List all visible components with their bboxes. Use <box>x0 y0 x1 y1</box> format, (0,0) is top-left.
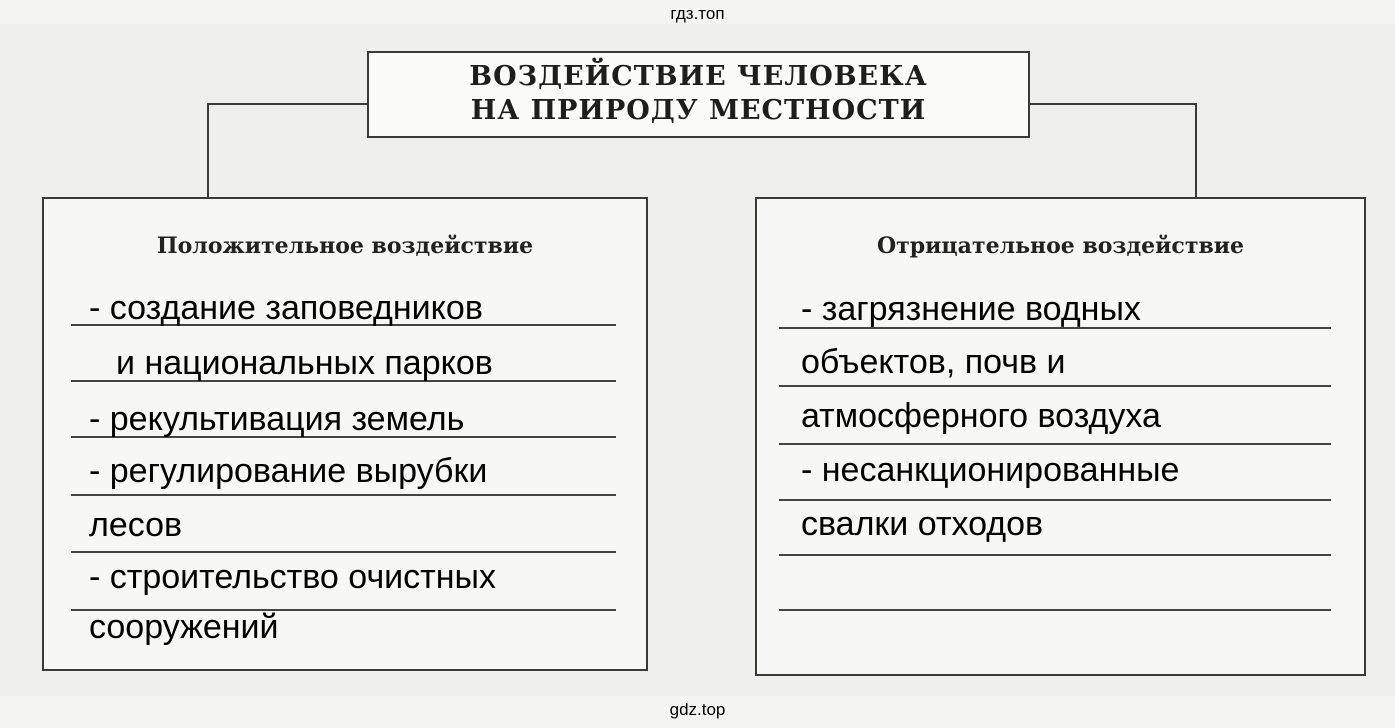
connector-right-horizontal <box>1030 103 1196 105</box>
positive-impact-line: - регулирование вырубки <box>89 452 488 490</box>
answer-rule <box>779 443 1331 445</box>
positive-impact-line: - рекультивация земель <box>89 400 465 438</box>
answer-rule <box>779 499 1331 501</box>
answer-rule <box>779 554 1331 556</box>
negative-impact-line: атмосферного воздуха <box>801 397 1161 435</box>
negative-impact-heading: Отрицательное воздействие <box>876 233 1245 259</box>
diagram-title-line-1: ВОЗДЕЙСТВИЕ ЧЕЛОВЕКА <box>469 61 928 92</box>
negative-impact-line: - загрязнение водных <box>801 290 1141 328</box>
negative-impact-line: объектов, почв и <box>801 343 1066 381</box>
negative-impact-line: - несанкционированные <box>801 451 1180 489</box>
negative-impact-panel <box>755 197 1366 676</box>
answer-rule <box>71 551 616 553</box>
positive-impact-panel <box>42 197 648 671</box>
positive-impact-line: и национальных парков <box>116 344 493 382</box>
negative-impact-line: свалки отходов <box>801 505 1044 543</box>
connector-left-horizontal <box>207 103 367 105</box>
connector-left-vertical <box>207 103 209 198</box>
watermark-top: гдз.топ <box>670 4 725 23</box>
positive-impact-line: лесов <box>89 506 183 544</box>
answer-rule <box>779 385 1331 387</box>
diagram-title-line-2: НА ПРИРОДУ МЕСТНОСТИ <box>470 95 927 126</box>
positive-impact-line: сооружений <box>89 608 279 646</box>
answer-rule <box>71 494 616 496</box>
positive-impact-line: - создание заповедников <box>89 289 483 327</box>
positive-impact-heading: Положительное воздействие <box>156 233 534 259</box>
diagram-title-box <box>367 51 1030 138</box>
watermark-bottom: gdz.top <box>669 700 726 719</box>
positive-impact-line: - строительство очистных <box>89 558 496 596</box>
answer-rule <box>779 609 1331 611</box>
connector-right-vertical <box>1195 103 1197 198</box>
